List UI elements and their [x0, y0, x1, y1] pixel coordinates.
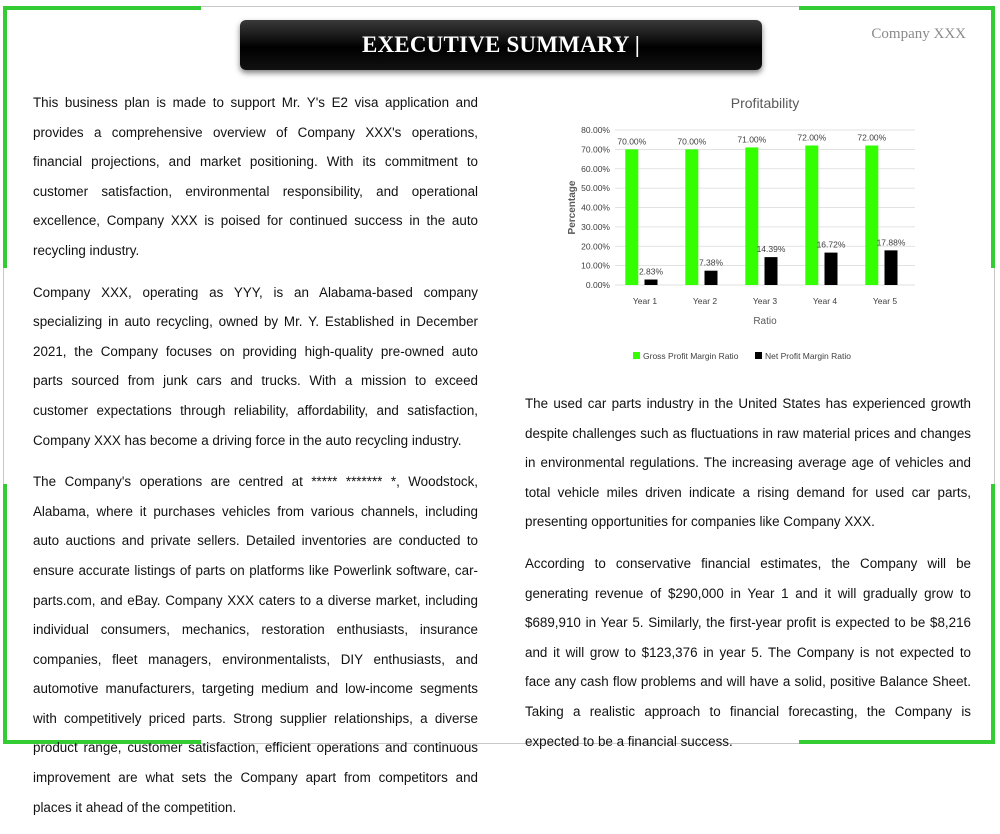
bar-gross — [745, 147, 758, 285]
corner-accent-top-left-v — [3, 6, 7, 268]
bar-net — [825, 253, 838, 285]
data-label: 7.38% — [698, 257, 724, 268]
y-tick-label: 0.00% — [585, 280, 610, 290]
paragraph-industry: The used car parts industry in the United States has experienced growth despite challenges such as fluctuations in raw material prices and changes in environmental regulations. The increasing average age of vehicles and total vehicle miles driven indicate a rising demand for used car parts, presenting opportunities for companies like Company XXX. — [525, 396, 971, 530]
data-label: 72.00% — [797, 132, 827, 143]
x-tick-label: Year 4 — [812, 296, 838, 306]
page-title: EXECUTIVE SUMMARY | — [361, 32, 641, 57]
y-tick-label: 50.00% — [581, 183, 610, 194]
x-tick-label: Year 1 — [632, 296, 658, 306]
bar-gross — [685, 149, 698, 285]
legend-label: Gross Profit Margin Ratio — [643, 351, 739, 361]
y-tick-label: 30.00% — [581, 221, 610, 232]
profitability-chart — [555, 90, 925, 375]
y-tick-label: 10.00% — [581, 260, 610, 271]
bar-net — [885, 250, 898, 285]
x-tick-label: Year 3 — [752, 296, 778, 306]
bar-net — [645, 280, 658, 285]
company-name: Company XXX — [871, 26, 966, 42]
corner-accent-bottom-left-v — [3, 484, 7, 744]
y-axis-title: Percentage — [567, 180, 578, 235]
left-column — [33, 88, 478, 834]
y-tick-label: 80.00% — [581, 125, 610, 135]
data-label: 70.00% — [617, 136, 647, 147]
corner-accent-top-right-h — [799, 6, 995, 10]
y-tick-label: 60.00% — [581, 163, 610, 174]
bar-gross — [865, 146, 878, 286]
paragraph-operations: The Company's operations are centred at ***** ******* *, Woodstock, Alabama, where it purchases vehicles from various channels, including auto auctions and private sellers. Detailed inventories are conducted to ensure accurate listings of parts on platforms like Powerlink software, car-parts.com, and eBay. Company XXX caters to a diverse market, including individual consumers, mechanics, restoration enthusiasts, insurance companies, fleet managers, environmentalists, DIY enthusiasts, and automotive manufacturers, targeting medium and low-income segments with competitively priced parts. Strong supplier relationships, a diverse product range, customer satisfaction, efficient operations and continuous improvement are what sets the Company apart from competitors and places it ahead of the competition. — [33, 474, 478, 815]
data-label: 2.83% — [638, 266, 664, 277]
data-label: 71.00% — [737, 134, 767, 145]
x-tick-label: Year 2 — [692, 296, 718, 306]
y-tick-label: 40.00% — [581, 202, 610, 213]
paragraph-intro: This business plan is made to support Mr. Y's E2 visa application and provides a comprehensive overview of Company XXX's operations, financial projections, and market positioning. With its commitment to customer satisfaction, environmental responsibility, and operational excellence, Company XXX is poised for continued success in the auto recycling industry. — [33, 95, 478, 258]
corner-accent-top-right-v — [991, 6, 995, 268]
legend-swatch — [633, 352, 640, 359]
y-tick-label: 20.00% — [581, 241, 610, 252]
data-label: 16.72% — [816, 239, 846, 250]
data-label: 17.88% — [876, 237, 906, 248]
bar-net — [765, 257, 778, 285]
paragraph-financials: According to conservative financial estimates, the Company will be generating revenue of $290,000 in Year 1 and it will gradually grow to $689,910 in Year 5. Similarly, the first-year profit is expected to be $8,216 and it will grow to $123,376 in year 5. The Company is not expected to face any cash flow problems and will have a solid, positive Balance Sheet. Taking a realistic approach to financial forecasting, the Company is expected to be a financial success. — [525, 555, 971, 749]
data-label: 72.00% — [857, 132, 887, 143]
legend-label: Net Profit Margin Ratio — [765, 351, 851, 361]
corner-accent-top-left-h — [3, 6, 201, 10]
data-label: 14.39% — [756, 244, 786, 255]
paragraph-company-overview: Company XXX, operating as YYY, is an Alabama-based company specializing in auto recycling, owned by Mr. Y. Established in December 2021, the Company focuses on providing high-quality pre-owned auto parts sourced from junk cars and trucks. With a mission to exceed customer expectations through reliability, affordability, and satisfaction, Company XXX has become a driving force in the auto recycling industry. — [33, 284, 478, 448]
bar-gross — [625, 149, 638, 285]
x-axis-title: Ratio — [753, 316, 777, 327]
bar-net — [705, 271, 718, 285]
right-column — [525, 389, 971, 768]
corner-accent-bottom-right-v — [991, 484, 995, 744]
chart-title: Profitability — [730, 95, 800, 111]
legend-swatch — [755, 352, 762, 359]
bar-gross — [805, 146, 818, 286]
y-tick-label: 70.00% — [581, 144, 610, 155]
x-tick-label: Year 5 — [872, 296, 898, 306]
title-banner — [240, 20, 762, 70]
data-label: 70.00% — [677, 136, 707, 147]
